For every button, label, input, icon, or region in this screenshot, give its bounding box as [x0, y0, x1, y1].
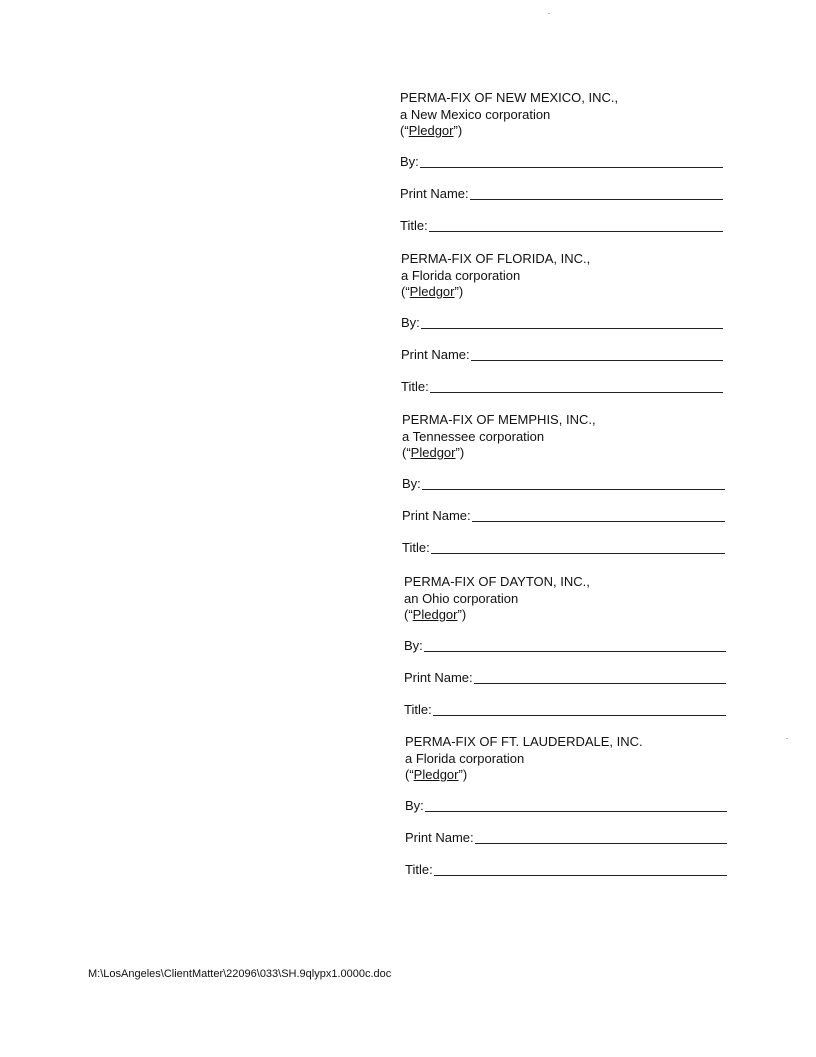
print-name-label: Print Name: [400, 186, 469, 201]
entity-description: an Ohio corporation [404, 590, 519, 606]
role-close-quote: ”) [457, 607, 467, 622]
title-line[interactable] [402, 538, 725, 558]
document-file-path: M:\LosAngeles\ClientMatter\22096\033\SH.9qlypx1.0000c.doc [88, 968, 392, 980]
entity-description: a New Mexico corporation [400, 106, 551, 122]
role-designation [400, 123, 723, 140]
role-designation [404, 607, 726, 624]
title-label: Title: [402, 540, 430, 555]
title-label: Title: [405, 862, 433, 877]
role-close-quote: ”) [455, 445, 465, 460]
print-name-label: Print Name: [401, 347, 470, 362]
role-term: Pledgor [412, 607, 458, 622]
entity-description: a Florida corporation [401, 267, 521, 283]
entity-name: PERMA-FIX OF NEW MEXICO, INC., [400, 90, 619, 105]
title-blank-rule[interactable] [429, 227, 723, 232]
print-name-blank-rule[interactable] [472, 517, 725, 522]
scan-speck [548, 13, 550, 14]
role-term: Pledgor [408, 123, 454, 138]
title-blank-rule[interactable] [433, 711, 726, 716]
role-open-quote: (“ [405, 767, 414, 782]
print-name-line[interactable] [400, 184, 723, 204]
print-name-line[interactable] [401, 345, 723, 365]
entity-description: a Florida corporation [405, 750, 525, 766]
entity-name: PERMA-FIX OF DAYTON, INC., [404, 574, 590, 589]
entity-name: PERMA-FIX OF FT. LAUDERDALE, INC. [405, 734, 643, 749]
title-label: Title: [404, 702, 432, 717]
print-name-line[interactable] [404, 668, 726, 688]
role-open-quote: (“ [401, 284, 410, 299]
role-open-quote: (“ [400, 123, 409, 138]
entity-description: a Tennessee corporation [402, 428, 545, 444]
print-name-blank-rule[interactable] [471, 356, 723, 361]
print-name-label: Print Name: [402, 508, 471, 523]
role-close-quote: ”) [454, 284, 464, 299]
signature-block-dayton [404, 574, 726, 720]
signatory-header [404, 574, 726, 624]
by-blank-rule[interactable] [421, 324, 723, 329]
print-name-label: Print Name: [405, 830, 474, 845]
signature-block-ft-lauderdale [405, 734, 727, 880]
entity-name: PERMA-FIX OF MEMPHIS, INC., [402, 412, 596, 427]
signatory-header [400, 90, 723, 140]
by-blank-rule[interactable] [422, 485, 725, 490]
title-blank-rule[interactable] [430, 388, 723, 393]
role-term: Pledgor [413, 767, 459, 782]
title-line[interactable] [401, 377, 723, 397]
role-close-quote: ”) [458, 767, 468, 782]
title-blank-rule[interactable] [434, 871, 727, 876]
by-label: By: [402, 476, 421, 491]
signature-block-new-mexico [400, 90, 723, 236]
title-line[interactable] [405, 860, 727, 880]
title-line[interactable] [404, 700, 726, 720]
role-term: Pledgor [409, 284, 455, 299]
scan-speck [786, 738, 788, 739]
print-name-blank-rule[interactable] [470, 195, 723, 200]
signature-block-florida [401, 251, 723, 397]
by-signature-line[interactable] [404, 636, 726, 656]
print-name-label: Print Name: [404, 670, 473, 685]
by-signature-line[interactable] [402, 474, 725, 494]
entity-name: PERMA-FIX OF FLORIDA, INC., [401, 251, 591, 266]
print-name-line[interactable] [402, 506, 725, 526]
title-line[interactable] [400, 216, 723, 236]
by-label: By: [404, 638, 423, 653]
print-name-blank-rule[interactable] [474, 679, 726, 684]
role-term: Pledgor [410, 445, 456, 460]
by-signature-line[interactable] [400, 152, 723, 172]
by-signature-line[interactable] [405, 796, 727, 816]
role-open-quote: (“ [404, 607, 413, 622]
signature-block-memphis [402, 412, 725, 558]
by-label: By: [405, 798, 424, 813]
by-blank-rule[interactable] [425, 807, 727, 812]
title-label: Title: [401, 379, 429, 394]
signatory-header [401, 251, 723, 301]
print-name-line[interactable] [405, 828, 727, 848]
role-close-quote: ”) [453, 123, 463, 138]
by-blank-rule[interactable] [424, 647, 726, 652]
role-designation [402, 445, 725, 462]
signatory-header [402, 412, 725, 462]
role-designation [401, 284, 723, 301]
role-designation [405, 767, 727, 784]
by-label: By: [400, 154, 419, 169]
signatory-header [405, 734, 727, 784]
title-label: Title: [400, 218, 428, 233]
role-open-quote: (“ [402, 445, 411, 460]
by-signature-line[interactable] [401, 313, 723, 333]
by-label: By: [401, 315, 420, 330]
title-blank-rule[interactable] [431, 549, 725, 554]
print-name-blank-rule[interactable] [475, 839, 727, 844]
by-blank-rule[interactable] [420, 163, 723, 168]
